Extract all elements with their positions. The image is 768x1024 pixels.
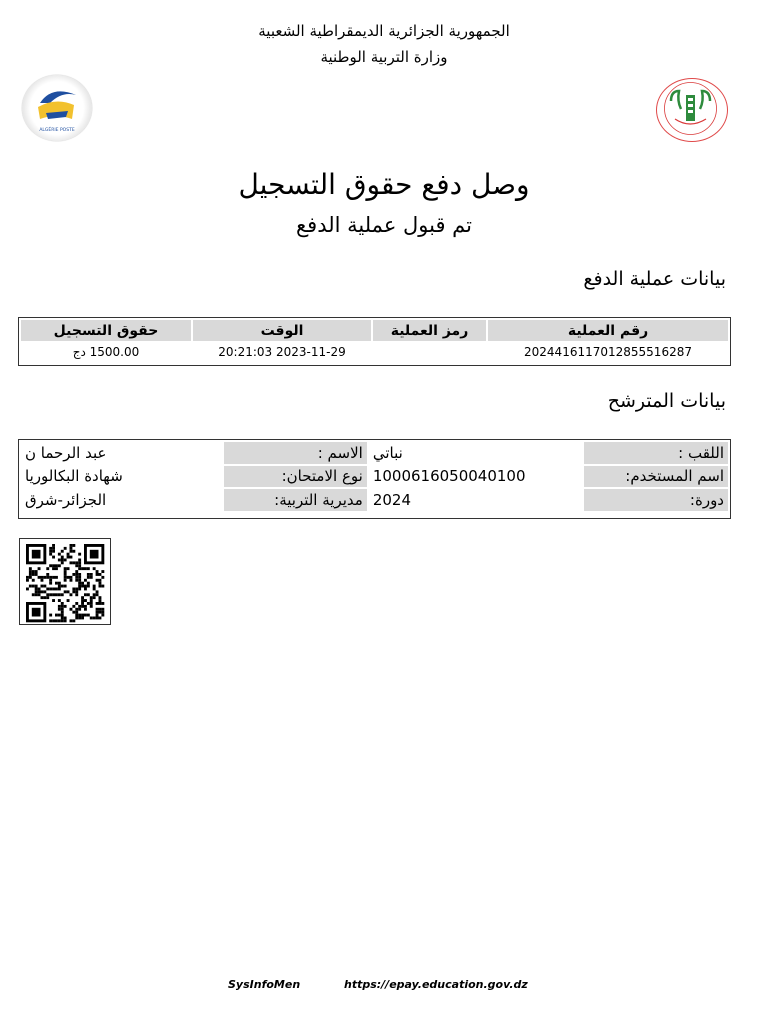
- registration-fee: 1500.00 دج: [72, 345, 140, 359]
- operation-code: [373, 343, 486, 361]
- table-row: [21, 489, 728, 511]
- session-value: 2024: [372, 490, 412, 509]
- table-row: [21, 466, 728, 488]
- column-header: الوقت: [193, 320, 371, 341]
- ministry-seal-icon: [656, 78, 728, 142]
- surname-label: اللقب :: [584, 442, 728, 464]
- payment-section-heading: بيانات عملية الدفع: [583, 268, 726, 290]
- directorate-label: مديرية التربية:: [224, 489, 367, 511]
- ministry-name: وزارة التربية الوطنية: [320, 48, 448, 66]
- surname-value: نباتي: [372, 443, 403, 462]
- session-label: دورة:: [584, 489, 728, 511]
- operation-time: 2023-11-29 20:21:03: [218, 345, 346, 359]
- column-header: رقم العملية: [488, 320, 728, 341]
- footer-website-link[interactable]: https://epay.education.gov.dz: [344, 978, 528, 991]
- first-name-value: عبد الرحما ن: [25, 443, 107, 462]
- receipt-title: وصل دفع حقوق التسجيل: [238, 168, 530, 201]
- logo-text: ALGÉRIE POSTE: [39, 128, 75, 133]
- column-header: رمز العملية: [373, 320, 486, 341]
- column-header: حقوق التسجيل: [21, 320, 191, 341]
- username-value: 1000616050040100: [372, 467, 526, 486]
- first-name-label: الاسم :: [224, 442, 367, 464]
- table-row: [21, 442, 728, 464]
- payment-table: [18, 317, 731, 366]
- algerie-poste-logo-icon: [22, 75, 92, 141]
- username-label: اسم المستخدم:: [584, 466, 728, 488]
- payment-status: تم قبول عملية الدفع: [295, 213, 473, 237]
- country-name: الجمهورية الجزائرية الديمقراطية الشعبية: [258, 22, 510, 40]
- table-row: [21, 343, 728, 361]
- qr-code-icon: [19, 538, 111, 625]
- operation-number: 2024416117012855516287: [524, 345, 692, 359]
- candidate-section-heading: بيانات المترشح: [607, 390, 726, 412]
- directorate-value: الجزائر-شرق: [25, 490, 107, 509]
- footer-system-name: SysInfoMen: [228, 978, 301, 991]
- table-header-row: [21, 320, 728, 341]
- candidate-table: [18, 439, 731, 519]
- exam-type-value: شهادة البكالوريا: [25, 467, 123, 486]
- exam-type-label: نوع الامتحان:: [224, 466, 367, 488]
